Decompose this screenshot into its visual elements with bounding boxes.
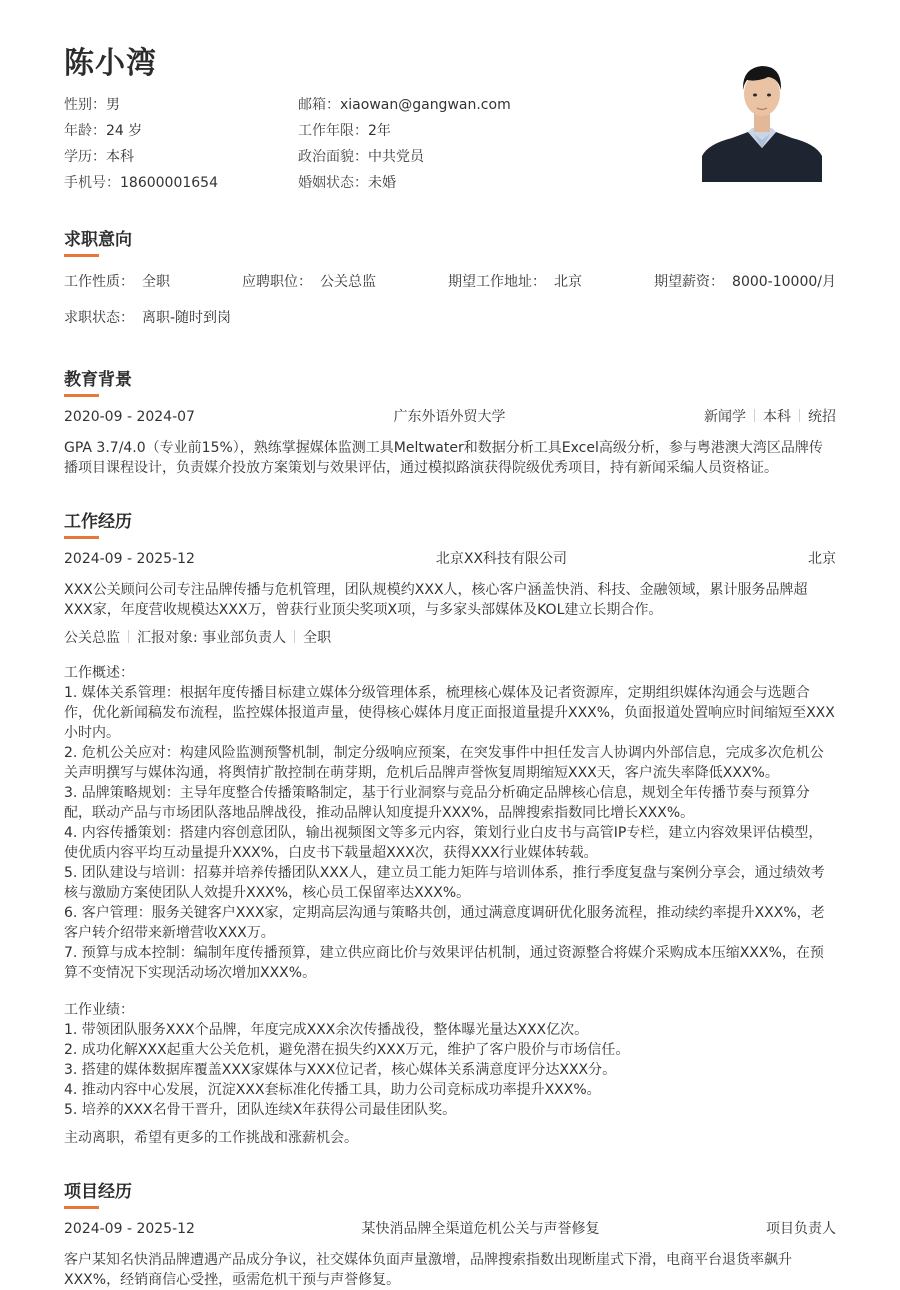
list-item: 3. 搭建的媒体数据库覆盖XXX家媒体与XXX位记者，核心媒体关系满意度评分达XXX分。 xyxy=(64,1062,617,1078)
age-label: 年龄： xyxy=(64,123,106,139)
list-item: 6. 客户管理：服务关键客户XXX家，定期高层沟通与策略共创，通过满意度调研优化服务流程，推动续约率提升XXX%，老客户转介绍带来新增营收XXX万。 xyxy=(64,905,825,941)
company-description: XXX公关顾问公司专注品牌传播与危机管理，团队规模约XXX人，核心客户涵盖快消、科技、金融领域，累计服务品牌超XXX家，年度营收规模达XXX万，曾获行业顶尖奖项X项，与多家头部媒体及KOL建立长期合作。 xyxy=(64,582,808,618)
degree-value: 本科 xyxy=(106,149,134,165)
personal-info xyxy=(64,92,684,196)
list-item: 1. 带领团队服务XXX个品牌，年度完成XXX余次传播战役，整体曝光量达XXX亿次。 xyxy=(64,1022,589,1038)
profile-photo xyxy=(702,48,822,182)
work-section-title: 工作经历 xyxy=(64,512,132,532)
email-label: 邮箱： xyxy=(298,97,340,113)
phone-label: 手机号： xyxy=(64,175,120,191)
school-name: 广东外语外贸大学 xyxy=(393,409,506,425)
achievements-title: 工作业绩： xyxy=(64,1002,134,1018)
list-item: 5. 培养的XXX名骨干晋升，团队连续X年获得公司最佳团队奖。 xyxy=(64,1102,457,1118)
work-header xyxy=(64,549,836,569)
email-value[interactable]: xiaowan@gangwan.com xyxy=(340,97,511,113)
work-period: 2024-09 - 2025-12 xyxy=(64,551,195,567)
political-label: 政治面貌： xyxy=(298,149,368,165)
work-tags: 公关总监 汇报对象: 事业部负责人 全职 xyxy=(64,630,332,646)
project-description: 客户某知名快消品牌遭遇产品成分争议，社交媒体负面声量激增，品牌搜索指数出现断崖式下滑，电商平台退货率飙升XXX%，经销商信心受挫，亟需危机干预与声誉修复。 xyxy=(64,1252,792,1288)
job-location: 期望工作地址： 北京 xyxy=(448,274,583,290)
company-name: 北京XX科技有限公司 xyxy=(435,551,568,567)
section-divider xyxy=(64,536,99,539)
list-item: 4. 推动内容中心发展，沉淀XXX套标准化传播工具，助力公司竞标成功率提升XXX%。 xyxy=(64,1082,601,1098)
education-header xyxy=(64,407,836,427)
info-row xyxy=(64,92,684,118)
project-name: 某快消品牌全渠道危机公关与声誉修复 xyxy=(361,1221,600,1237)
list-item: 4. 内容传播策划：搭建内容创意团队，输出视频图文等多元内容，策划行业白皮书与高管IP专栏，建立内容效果评估模型，使优质内容平均互动量提升XXX%，白皮书下载量超XXX次，获得XXX行业媒体转载。 xyxy=(64,825,823,861)
gender-label: 性别： xyxy=(64,97,106,113)
experience-value: 2年 xyxy=(368,123,391,139)
phone-value[interactable]: 18600001654 xyxy=(120,175,218,191)
list-item: 3. 品牌策略规划：主导年度整合传播策略制定，基于行业洞察与竞品分析确定品牌核心信息，规划全年传播节奏与预算分配，联动产品与市场团队落地品牌战役，推动品牌认知度提升XXX%，品牌搜索指数同比增长XXX%。 xyxy=(64,785,810,821)
age-value: 24 岁 xyxy=(106,123,143,139)
marital-label: 婚姻状态： xyxy=(298,175,368,191)
degree-label: 学历： xyxy=(64,149,106,165)
education-tags: 新闻学 本科 统招 xyxy=(703,409,836,425)
job-type: 工作性质： 全职 xyxy=(64,274,170,290)
project-section-title: 项目经历 xyxy=(64,1182,132,1202)
work-city: 北京 xyxy=(807,551,836,567)
section-divider xyxy=(64,394,99,397)
job-salary: 期望薪资： 8000-10000/月 xyxy=(654,274,836,290)
job-position: 应聘职位： 公关总监 xyxy=(242,274,377,290)
education-period: 2020-09 - 2024-07 xyxy=(64,409,195,425)
info-row xyxy=(64,144,684,170)
project-period: 2024-09 - 2025-12 xyxy=(64,1221,195,1237)
section-divider xyxy=(64,254,99,257)
education-description: GPA 3.7/4.0（专业前15%），熟练掌握媒体监测工具Meltwater和数据分析工具Excel高级分析，参与粤港澳大湾区品牌传播项目课程设计，负责媒介投放方案策划与效果评估，通过模拟路演获得院级优秀项目，持有新闻采编人员资格证。 xyxy=(64,440,823,476)
work-overview xyxy=(64,663,836,983)
marital-value: 未婚 xyxy=(368,175,396,191)
info-row xyxy=(64,170,684,196)
project-role: 项目负责人 xyxy=(765,1221,836,1237)
intent-section-title: 求职意向 xyxy=(64,230,132,250)
overview-title: 工作概述： xyxy=(64,665,134,681)
list-item: 1. 媒体关系管理：根据年度传播目标建立媒体分级管理体系，梳理核心媒体及记者资源库，定期组织媒体沟通会与选题合作，优化新闻稿发布流程，监控媒体报道声量，使得核心媒体月度正面报道量提升XXX%，负面报道处置响应时间缩短至XXX小时内。 xyxy=(64,685,835,741)
list-item: 2. 成功化解XXX起重大公关危机，避免潜在损失约XXX万元，维护了客户股价与市场信任。 xyxy=(64,1042,630,1058)
education-section-title: 教育背景 xyxy=(64,370,132,390)
candidate-name: 陈小湾 xyxy=(64,46,157,81)
info-row xyxy=(64,118,684,144)
work-achievements xyxy=(64,1000,836,1120)
list-item: 7. 预算与成本控制：编制年度传播预算，建立供应商比价与效果评估机制，通过资源整合将媒介采购成本压缩XXX%，在预算不变情况下实现活动场次增加XXX%。 xyxy=(64,945,824,981)
gender-value: 男 xyxy=(106,97,120,113)
section-divider xyxy=(64,1206,99,1209)
list-item: 5. 团队建设与培训：招募并培养传播团队XXX人，建立员工能力矩阵与培训体系，推行季度复盘与案例分享会，通过绩效考核与激励方案使团队人效提升XXX%，核心员工保留率达XXX%。 xyxy=(64,865,825,901)
experience-label: 工作年限： xyxy=(298,123,368,139)
job-status: 求职状态： 离职-随时到岗 xyxy=(64,310,232,326)
political-value: 中共党员 xyxy=(368,149,424,165)
list-item: 2. 危机公关应对：构建风险监测预警机制，制定分级响应预案，在突发事件中担任发言人协调内外部信息，完成多次危机公关声明撰写与媒体沟通，将舆情扩散控制在萌芽期，危机后品牌声誉恢复周期缩短XXX天，客户流失率降低XXX%。 xyxy=(64,745,824,781)
project-header xyxy=(64,1219,836,1239)
leave-reason: 主动离职，希望有更多的工作挑战和涨薪机会。 xyxy=(64,1130,358,1146)
intent-row xyxy=(64,272,836,292)
